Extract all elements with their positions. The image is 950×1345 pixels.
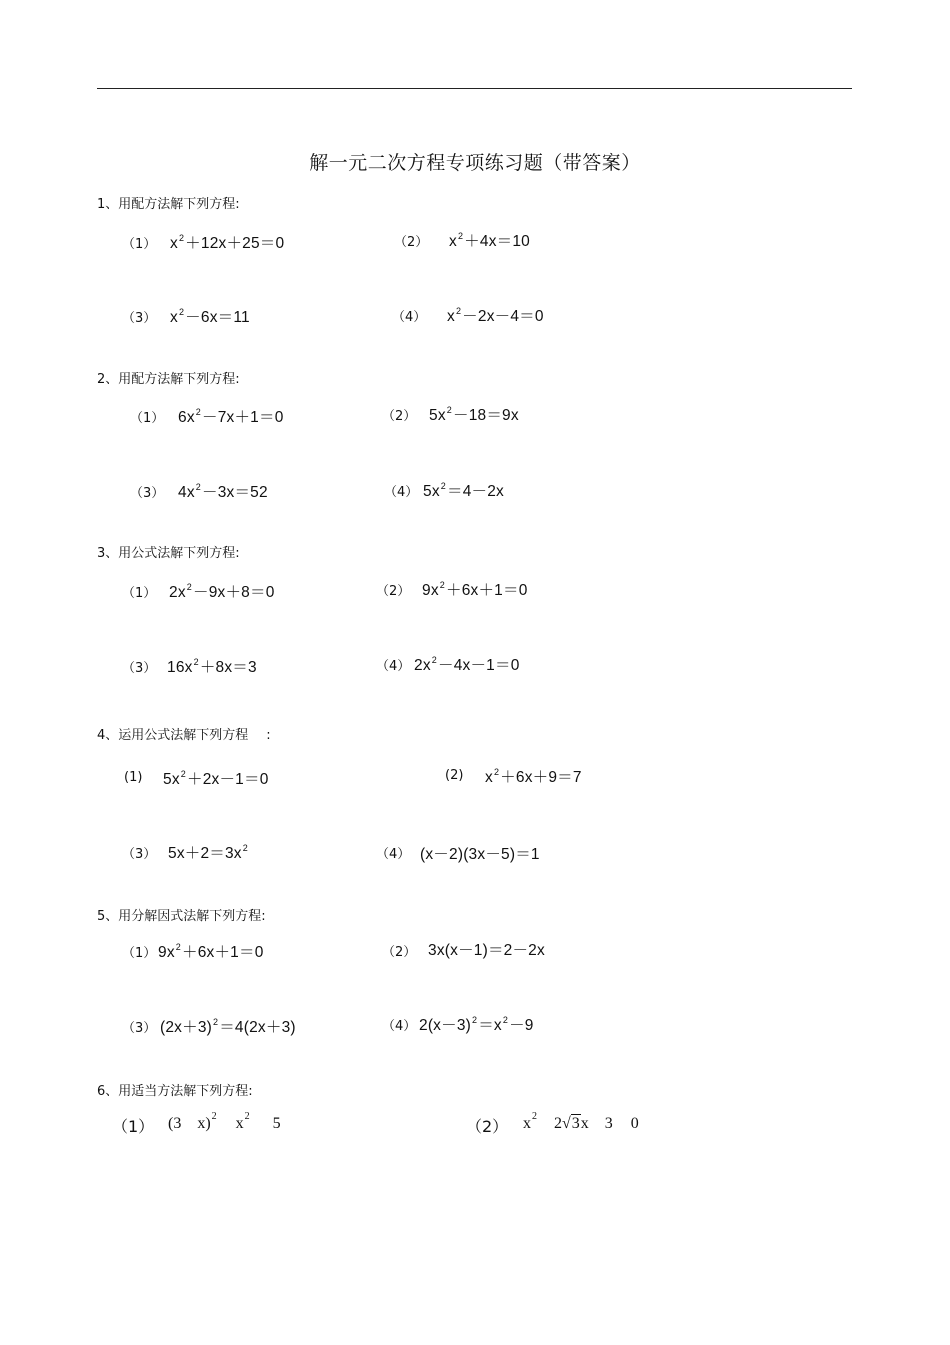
section-6-heading: 6、用适当方法解下列方程: [97, 1084, 253, 1099]
item-number: （4） [382, 1019, 417, 1034]
equation: $5x^2-18=9x$ [429, 405, 519, 424]
item-number: (1) [124, 770, 143, 785]
equation: 3x(x－1)＝2－2x [428, 942, 545, 959]
item-number: （3） [122, 311, 157, 326]
equation: $4x^2-3x=52$ [178, 482, 268, 501]
section-5-heading: 5、用分解因式法解下列方程: [97, 909, 266, 924]
header-rule [97, 88, 852, 89]
item-number: （2） [382, 945, 417, 960]
sqrt-sign: √ [562, 1115, 571, 1132]
item-number: （1） [122, 946, 157, 961]
item-number: （3） [122, 661, 157, 676]
equation: (3 x)$^2$ $x^2$ 5 [168, 1111, 281, 1132]
item-number: （2） [466, 1117, 509, 1136]
item-number: （1） [122, 237, 157, 252]
equation: $9x^2+6x+1=0$ [422, 580, 528, 599]
item-number: (2) [445, 768, 464, 783]
equation: (x－2)(3x－5)＝1 [420, 846, 540, 863]
equation: $5x+2=3x^2$ [168, 843, 248, 862]
item-number: （3） [122, 847, 157, 862]
item-number: （1） [122, 586, 157, 601]
equation: $x^2-2x-4=0$ [447, 306, 544, 325]
item-number: （3） [122, 1021, 157, 1036]
equation: $2x^2-9x+8=0$ [169, 582, 275, 601]
equation: $16x^2+8x=3$ [167, 657, 257, 676]
equation: $x^2$ 2√3x 3 0 [523, 1111, 639, 1132]
section-2-heading: 2、用配方法解下列方程: [97, 372, 240, 387]
equation: $2x^2-4x-1=0$ [414, 655, 520, 674]
equation: $6x^2-7x+1=0$ [178, 407, 284, 426]
item-number: （2） [382, 409, 417, 424]
equation: $9x^2+6x+1=0$ [158, 942, 264, 961]
item-number: （4） [376, 659, 411, 674]
section-1-heading: 1、用配方法解下列方程: [97, 197, 240, 212]
item-number: （2） [394, 235, 429, 250]
item-number: （3） [130, 486, 165, 501]
item-number: （4） [392, 310, 427, 325]
equation: $x^2+12x+25=0$ [170, 233, 285, 252]
item-number: （1） [112, 1117, 155, 1136]
equation: $x^2+4x=10$ [449, 231, 530, 250]
page-title: 解一元二次方程专项练习题（带答案） [309, 152, 641, 174]
equation: $5x^2=4-2x$ [423, 481, 504, 500]
equation: $2(x-3)^2=x^2-9$ [419, 1015, 534, 1034]
equation: $x^2+6x+9=7$ [485, 767, 582, 786]
item-number: （2） [376, 584, 411, 599]
item-number: （4） [384, 485, 419, 500]
section-4-heading: 4、运用公式法解下列方程 : [97, 728, 271, 743]
equation: $5x^2+2x-1=0$ [163, 769, 269, 788]
item-number: （4） [376, 847, 411, 862]
equation: $(2x+3)^2=4(2x+3)$ [160, 1017, 296, 1036]
equation: $x^2-6x=11$ [170, 307, 250, 326]
section-3-heading: 3、用公式法解下列方程: [97, 546, 240, 561]
item-number: （1） [130, 411, 165, 426]
